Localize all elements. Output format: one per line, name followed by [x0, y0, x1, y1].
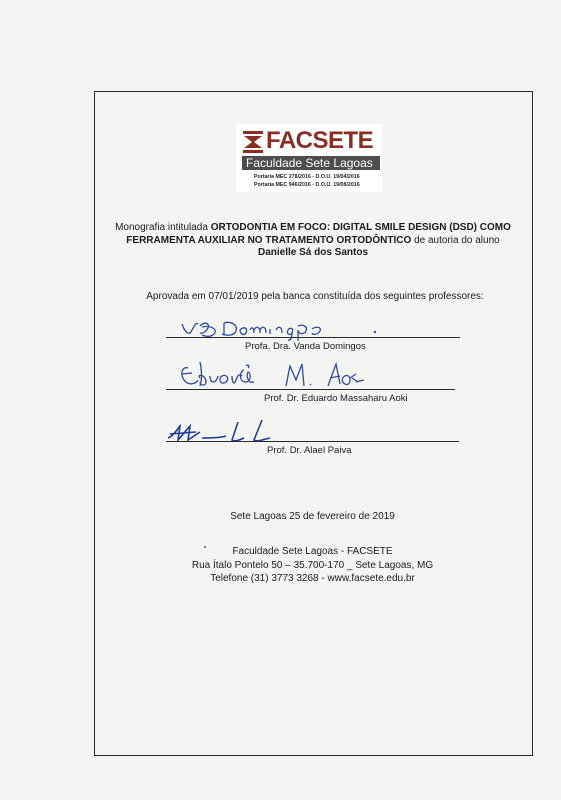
- facsete-logo: [236, 124, 382, 192]
- approval-statement: Aprovada em 07/01/2019 pela banca constituída dos seguintes professores:: [146, 291, 484, 302]
- author-name: Danielle Sá dos Santos: [257, 247, 369, 258]
- institution-contact: Telefone (31) 3773 3268 - www.facsete.edu.br: [210, 573, 415, 584]
- examiner-name-1: Profa. Dra. Vanda Domingos: [245, 341, 366, 352]
- signature-line-1: [166, 337, 460, 338]
- signature-eduardo: [178, 358, 378, 392]
- monograph-title: ORTODONTIA EM FOCO: DIGITAL SMILE DESIGN (DSD) COMO FERRAMENTA AUXILIAR NO TRATAMENTO ORTODÔNTICO: [126, 222, 511, 246]
- signature-line-2: [166, 389, 455, 390]
- institution-footer: [94, 545, 531, 586]
- examiner-name-2: Prof. Dr. Eduardo Massaharu Aoki: [264, 393, 408, 404]
- intro-middle: de autoria do aluno: [411, 234, 500, 246]
- logo-portaria-1: Portaria MEC 278/2016 - D.O.U. 19/04/2016: [254, 174, 360, 180]
- logo-name: FACSETE: [266, 127, 374, 154]
- date-line: Sete Lagoas 25 de fevereiro de 2019: [230, 511, 395, 522]
- signature-vanda: [178, 316, 388, 342]
- logo-portaria-2: Portaria MEC 946/2016 - D.O.U. 19/08/2016: [254, 182, 360, 188]
- logo-subtitle: Faculdade Sete Lagoas: [246, 156, 373, 170]
- signature-line-3: [166, 441, 459, 442]
- institution-name: Faculdade Sete Lagoas - FACSETE: [232, 546, 393, 557]
- monograph-statement: [108, 222, 518, 260]
- facsete-emblem-icon: [243, 131, 263, 153]
- examiner-name-3: Prof. Dr. Alael Paiva: [267, 445, 352, 456]
- intro-prefix: Monografia intitulada: [115, 222, 211, 233]
- institution-address: Rua Ítalo Pontelo 50 – 35.700-170 _ Sete Lagoas, MG: [191, 559, 434, 571]
